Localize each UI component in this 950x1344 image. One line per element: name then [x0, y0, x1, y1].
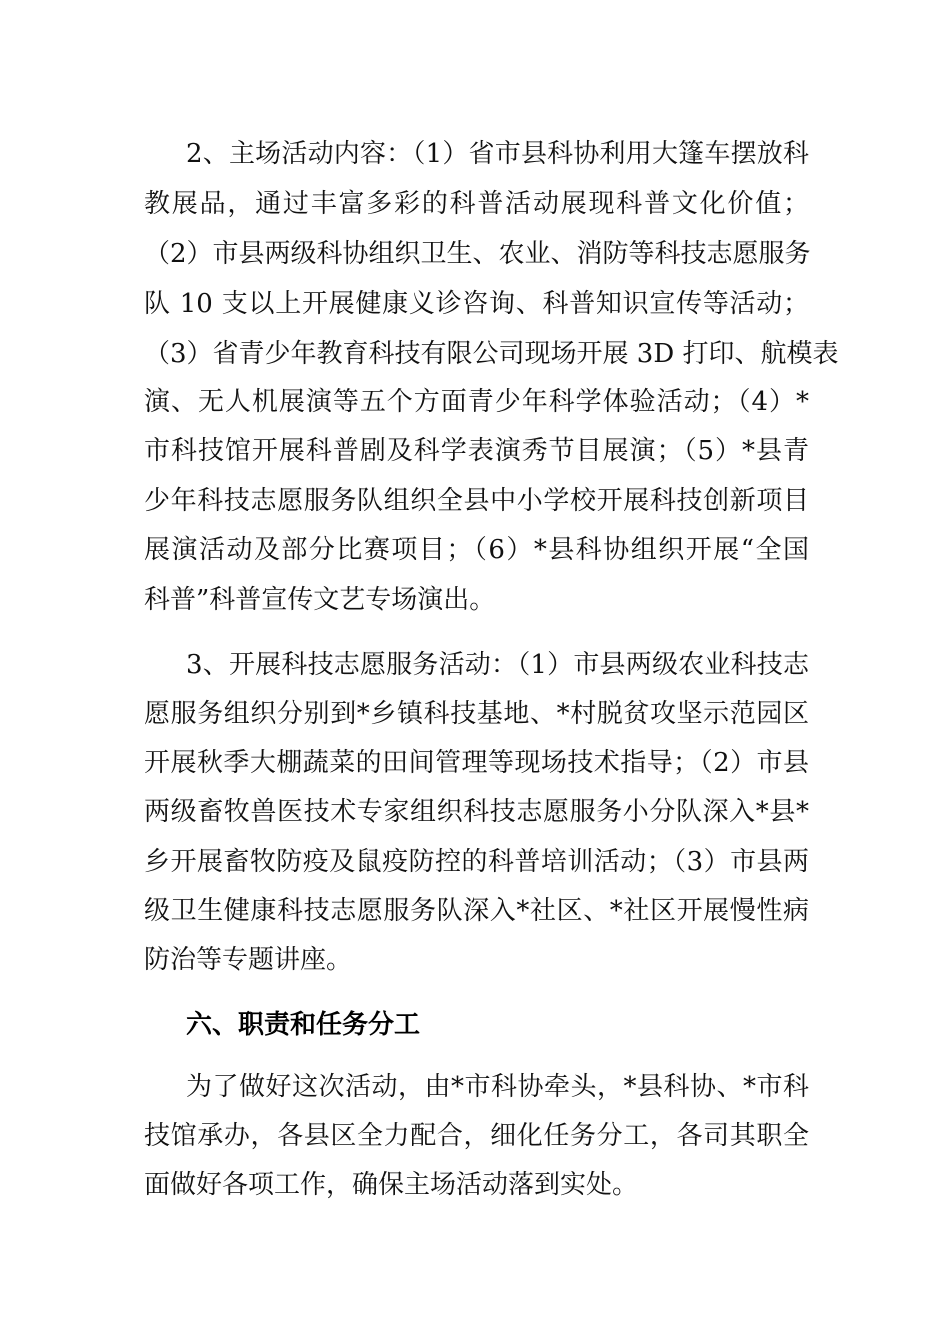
section-6-heading: 六、职责和任务分工 [186, 1010, 421, 1040]
section-6-line-1: 为了做好这次活动，由*市科协牵头，*县科协、*市科 [186, 1072, 809, 1102]
paragraph-3-line-5: 乡开展畜牧防疫及鼠疫防控的科普培训活动；（3）市县两 [144, 847, 809, 877]
paragraph-2-line-7: 市科技馆开展科普剧及科学表演秀节目展演；（5）*县青 [144, 436, 809, 466]
paragraph-2-line-2: 教展品，通过丰富多彩的科普活动展现科普文化价值； [144, 189, 809, 219]
paragraph-3-line-6: 级卫生健康科技志愿服务队深入*社区、*社区开展慢性病 [144, 896, 809, 926]
paragraph-2-line-5: （3）省青少年教育科技有限公司现场开展 3D 打印、航模表 [144, 339, 839, 369]
paragraph-3-line-1: 3、开展科技志愿服务活动：（1）市县两级农业科技志 [186, 650, 809, 680]
paragraph-3-line-7: 防治等专题讲座。 [144, 945, 353, 975]
section-6-line-2: 技馆承办，各县区全力配合，细化任务分工，各司其职全 [144, 1121, 809, 1151]
paragraph-3-line-4: 两级畜牧兽医技术专家组织科技志愿服务小分队深入*县* [144, 797, 809, 827]
paragraph-2-line-10: 科普”科普宣传文艺专场演出。 [144, 585, 496, 615]
paragraph-2-line-8: 少年科技志愿服务队组织全县中小学校开展科技创新项目 [144, 486, 809, 516]
paragraph-2-line-1: 2、主场活动内容：（1）省市县科协利用大篷车摆放科 [186, 139, 809, 169]
paragraph-2-line-4: 队 10 支以上开展健康义诊咨询、科普知识宣传等活动； [144, 289, 809, 319]
paragraph-2-line-9: 展演活动及部分比赛项目；（6）*县科协组织开展“全国 [144, 535, 809, 565]
section-6-line-3: 面做好各项工作，确保主场活动落到实处。 [144, 1170, 639, 1200]
paragraph-2-line-6: 演、无人机展演等五个方面青少年科学体验活动；（4）* [144, 387, 809, 417]
paragraph-2-line-3: （2）市县两级科协组织卫生、农业、消防等科技志愿服务 [144, 239, 811, 269]
paragraph-3-line-3: 开展秋季大棚蔬菜的田间管理等现场技术指导；（2）市县 [144, 748, 809, 778]
paragraph-3-line-2: 愿服务组织分别到*乡镇科技基地、*村脱贫攻坚示范园区 [144, 699, 809, 729]
